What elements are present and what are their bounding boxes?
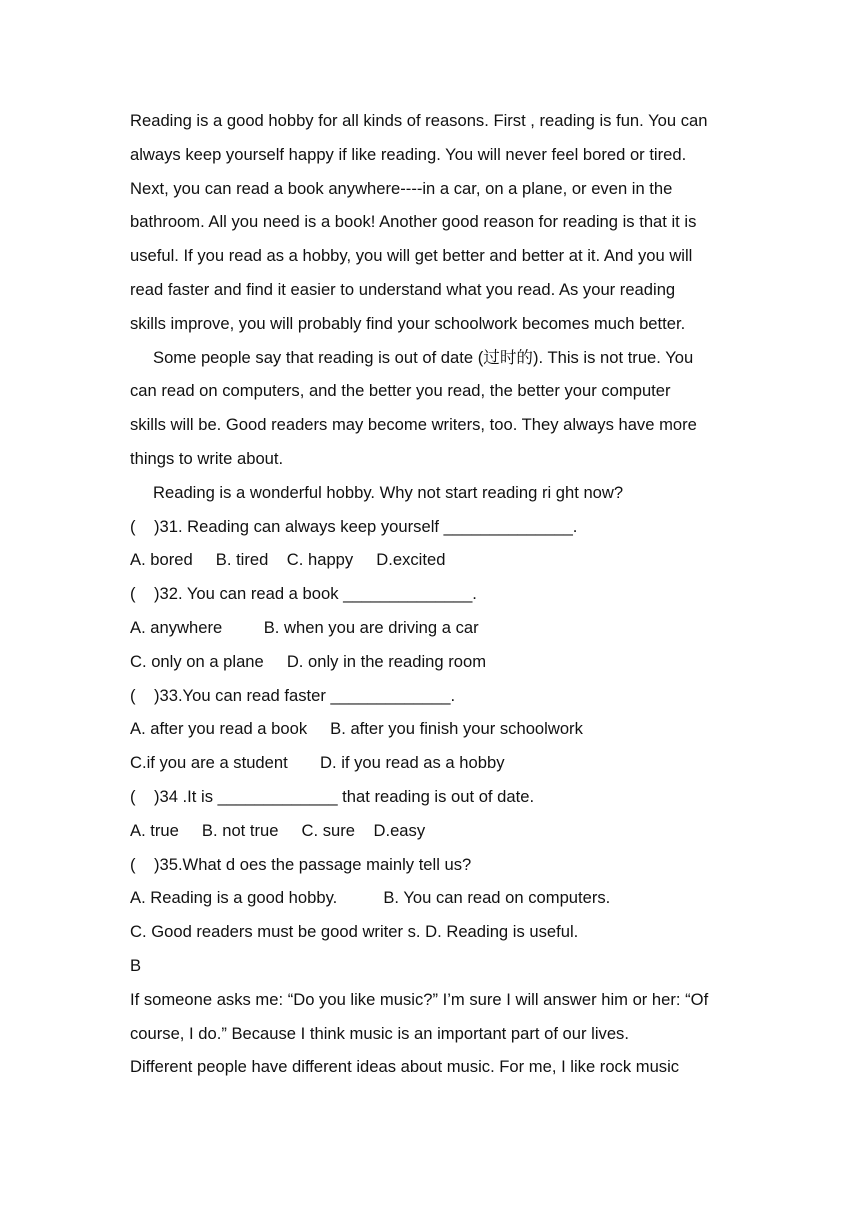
passage-line: Different people have different ideas about music. For me, I like rock music: [130, 1057, 680, 1077]
question-32-options: C. only on a plane D. only in the reading room: [130, 651, 487, 671]
passage-line: always keep yourself happy if like reading. You will never feel bored or tired.: [130, 144, 687, 164]
question-33-options: A. after you read a book B. after you finish your schoolwork: [130, 719, 583, 739]
document-page: [130, 104, 740, 1084]
passage-line: Some people say that reading is out of date (过时的). This is not true. You: [153, 347, 694, 367]
passage-line: If someone asks me: “Do you like music?” I’m sure I will answer him or her: “Of: [130, 989, 709, 1009]
passage-line: Reading is a wonderful hobby. Why not start reading ri ght now?: [153, 482, 624, 502]
question-33-options: C.if you are a student D. if you read as a hobby: [130, 753, 505, 773]
question-34: ( )34 .It is _____________ that reading is out of date.: [130, 786, 535, 806]
passage-a: [130, 104, 740, 510]
question-35: ( )35.What d oes the passage mainly tell us?: [130, 854, 472, 874]
section-b: [130, 949, 740, 1084]
passage-line: skills will be. Good readers may become writers, too. They always have more: [130, 415, 697, 435]
passage-line: useful. If you read as a hobby, you will get better and better at it. And you will: [130, 246, 693, 266]
passage-line: course, I do.” Because I think music is an important part of our lives.: [130, 1023, 629, 1043]
question-35-options: A. Reading is a good hobby. B. You can read on computers.: [130, 888, 611, 908]
passage-line: Reading is a good hobby for all kinds of reasons. First , reading is fun. You can: [130, 111, 708, 130]
passage-line: Next, you can read a book anywhere----in a car, on a plane, or even in the: [130, 178, 673, 198]
passage-line: skills improve, you will probably find your schoolwork becomes much better.: [130, 313, 686, 333]
passage-line: read faster and find it easier to understand what you read. As your reading: [130, 279, 676, 299]
passage-line: can read on computers, and the better you read, the better your computer: [130, 381, 671, 401]
question-35-options: C. Good readers must be good writer s. D. Reading is useful.: [130, 922, 579, 942]
question-31-options: A. bored B. tired C. happy D.excited: [130, 550, 446, 570]
question-32: ( )32. You can read a book ______________.: [130, 584, 477, 604]
question-31: ( )31. Reading can always keep yourself ______________.: [130, 516, 578, 536]
question-33: ( )33.You can read faster _____________.: [130, 685, 456, 705]
question-34-options: A. true B. not true C. sure D.easy: [130, 820, 426, 840]
question-32-options: A. anywhere B. when you are driving a car: [130, 617, 479, 637]
section-heading: B: [130, 955, 142, 975]
passage-line: bathroom. All you need is a book! Another good reason for reading is that it is: [130, 212, 697, 232]
question-list: [130, 510, 740, 949]
passage-line: things to write about.: [130, 448, 284, 468]
